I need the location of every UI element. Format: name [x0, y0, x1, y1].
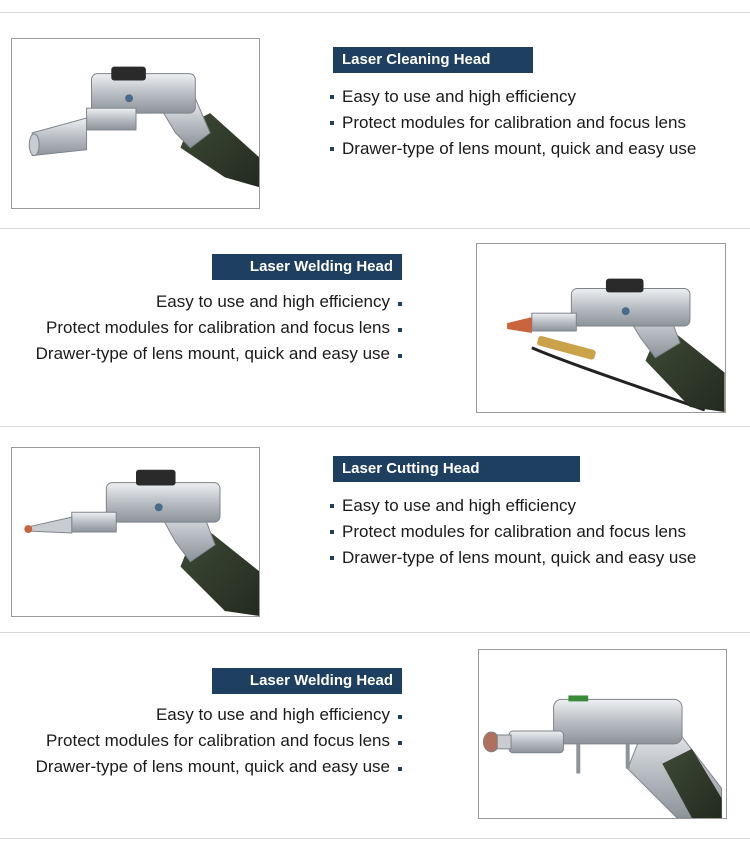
- section-2-heading: Laser Welding Head: [212, 254, 402, 280]
- section-3-bullets: [330, 493, 696, 571]
- section-2-bullet: Easy to use and high efficiency: [36, 289, 402, 315]
- section-1-bullet: Easy to use and high efficiency: [330, 84, 696, 110]
- section-1-bullets: [330, 84, 696, 162]
- laser-cleaning-head-photo: [11, 38, 260, 209]
- laser-welding-head-image: [477, 244, 725, 412]
- laser-cutting-head-image: [12, 448, 259, 616]
- section-3-heading: Laser Cutting Head: [333, 456, 580, 482]
- section-4-bullets: [36, 702, 402, 780]
- laser-welding-head-image-2: [479, 650, 726, 818]
- laser-welding-head-photo-2: [478, 649, 727, 819]
- laser-cutting-head-photo: [11, 447, 260, 617]
- section-3-bullet: Protect modules for calibration and focus lens: [330, 519, 696, 545]
- section-1-bullet: Drawer-type of lens mount, quick and easy use: [330, 136, 696, 162]
- section-4-bullet: Drawer-type of lens mount, quick and easy use: [36, 754, 402, 780]
- section-1-heading: Laser Cleaning Head: [333, 47, 533, 73]
- section-2-bullets: [36, 289, 402, 367]
- section-2-bullet: Drawer-type of lens mount, quick and easy use: [36, 341, 402, 367]
- top-divider: [0, 12, 750, 13]
- section-3-bullet: Drawer-type of lens mount, quick and easy use: [330, 545, 696, 571]
- laser-cleaning-head-image: [12, 39, 259, 208]
- bottom-divider: [0, 838, 750, 839]
- section-4-bullet: Protect modules for calibration and focus lens: [36, 728, 402, 754]
- section-3-bullet: Easy to use and high efficiency: [330, 493, 696, 519]
- section-divider: [0, 228, 750, 229]
- section-2-bullet: Protect modules for calibration and focus lens: [36, 315, 402, 341]
- section-4-bullet: Easy to use and high efficiency: [36, 702, 402, 728]
- section-4-heading: Laser Welding Head: [212, 668, 402, 694]
- section-divider: [0, 426, 750, 427]
- section-divider: [0, 632, 750, 633]
- laser-welding-head-photo: [476, 243, 726, 413]
- section-1-bullet: Protect modules for calibration and focus lens: [330, 110, 696, 136]
